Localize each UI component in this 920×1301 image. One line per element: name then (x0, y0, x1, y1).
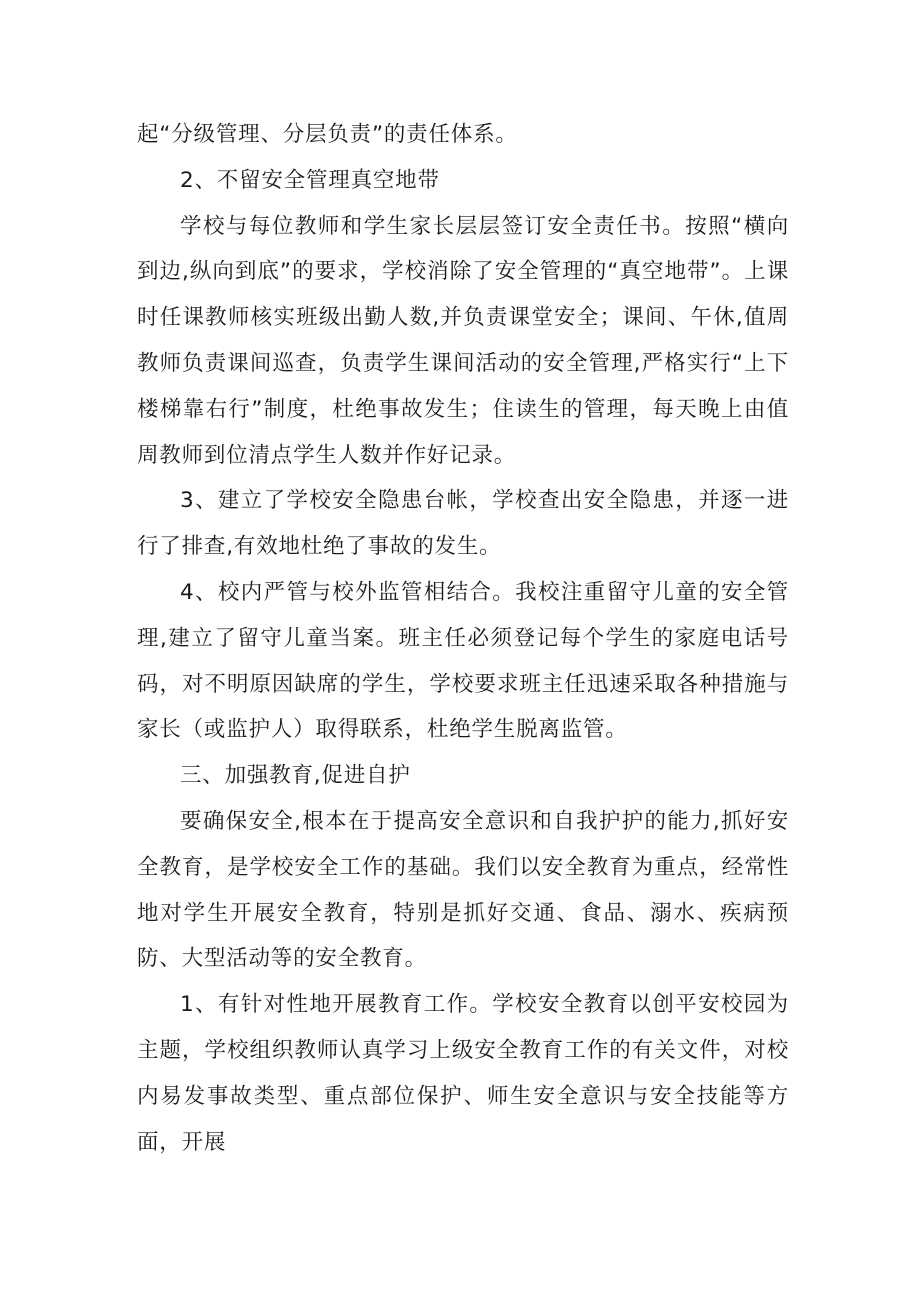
paragraph-supervision: 4、校内严管与校外监管相结合。我校注重留守儿童的安全管理,建立了留守儿童当案。班主任必须登记每个学生的家庭电话号码，对不明原因缺席的学生，学校要求班主任迅速采取各种措施与家长（或监护人）取得联系，杜绝学生脱离监管。 (137, 579, 789, 743)
paragraph-safety-education: 要确保安全,根本在于提高安全意识和自我护护的能力,抓好安全教育，是学校安全工作的基础。我们以安全教育为重点，经常性地对学生开展安全教育，特别是抓好交通、食品、溺水、疾病预防、大型活动等的安全教育。 (137, 808, 789, 972)
section-heading-education: 三、加强教育,促进自护 (180, 763, 411, 789)
paragraph-targeted-education: 1、有针对性地开展教育工作。学校安全教育以创平安校园为主题，学校组织教师认真学习上级安全教育工作的有关文件，对校内易发事故类型、重点部位保护、师生安全意识与安全技能等方面，开展 (137, 992, 789, 1155)
document-body (137, 112, 789, 1165)
subheading-vacuum-zone: 2、不留安全管理真空地带 (180, 167, 440, 193)
paragraph-hazard-ledger: 3、建立了学校安全隐患台帐，学校查出安全隐患，并逐一进行了排查,有效地杜绝了事故的发生。 (137, 488, 789, 560)
paragraph-responsibility: 学校与每位教师和学生家长层层签订安全责任书。按照“横向到边,纵向到底”的要求，学校消除了安全管理的“真空地带”。上课时任课教师核实班级出勤人数,并负责课堂安全；课间、午休,值周教师负责课间巡查，负责学生课间活动的安全管理,严格实行“上下楼梯靠右行”制度，杜绝事故发生；住读生的管理，每天晚上由值周教师到位清点学生人数并作好记录。 (137, 213, 789, 468)
paragraph-continuation: 起“分级管理、分层负责”的责任体系。 (137, 122, 518, 147)
